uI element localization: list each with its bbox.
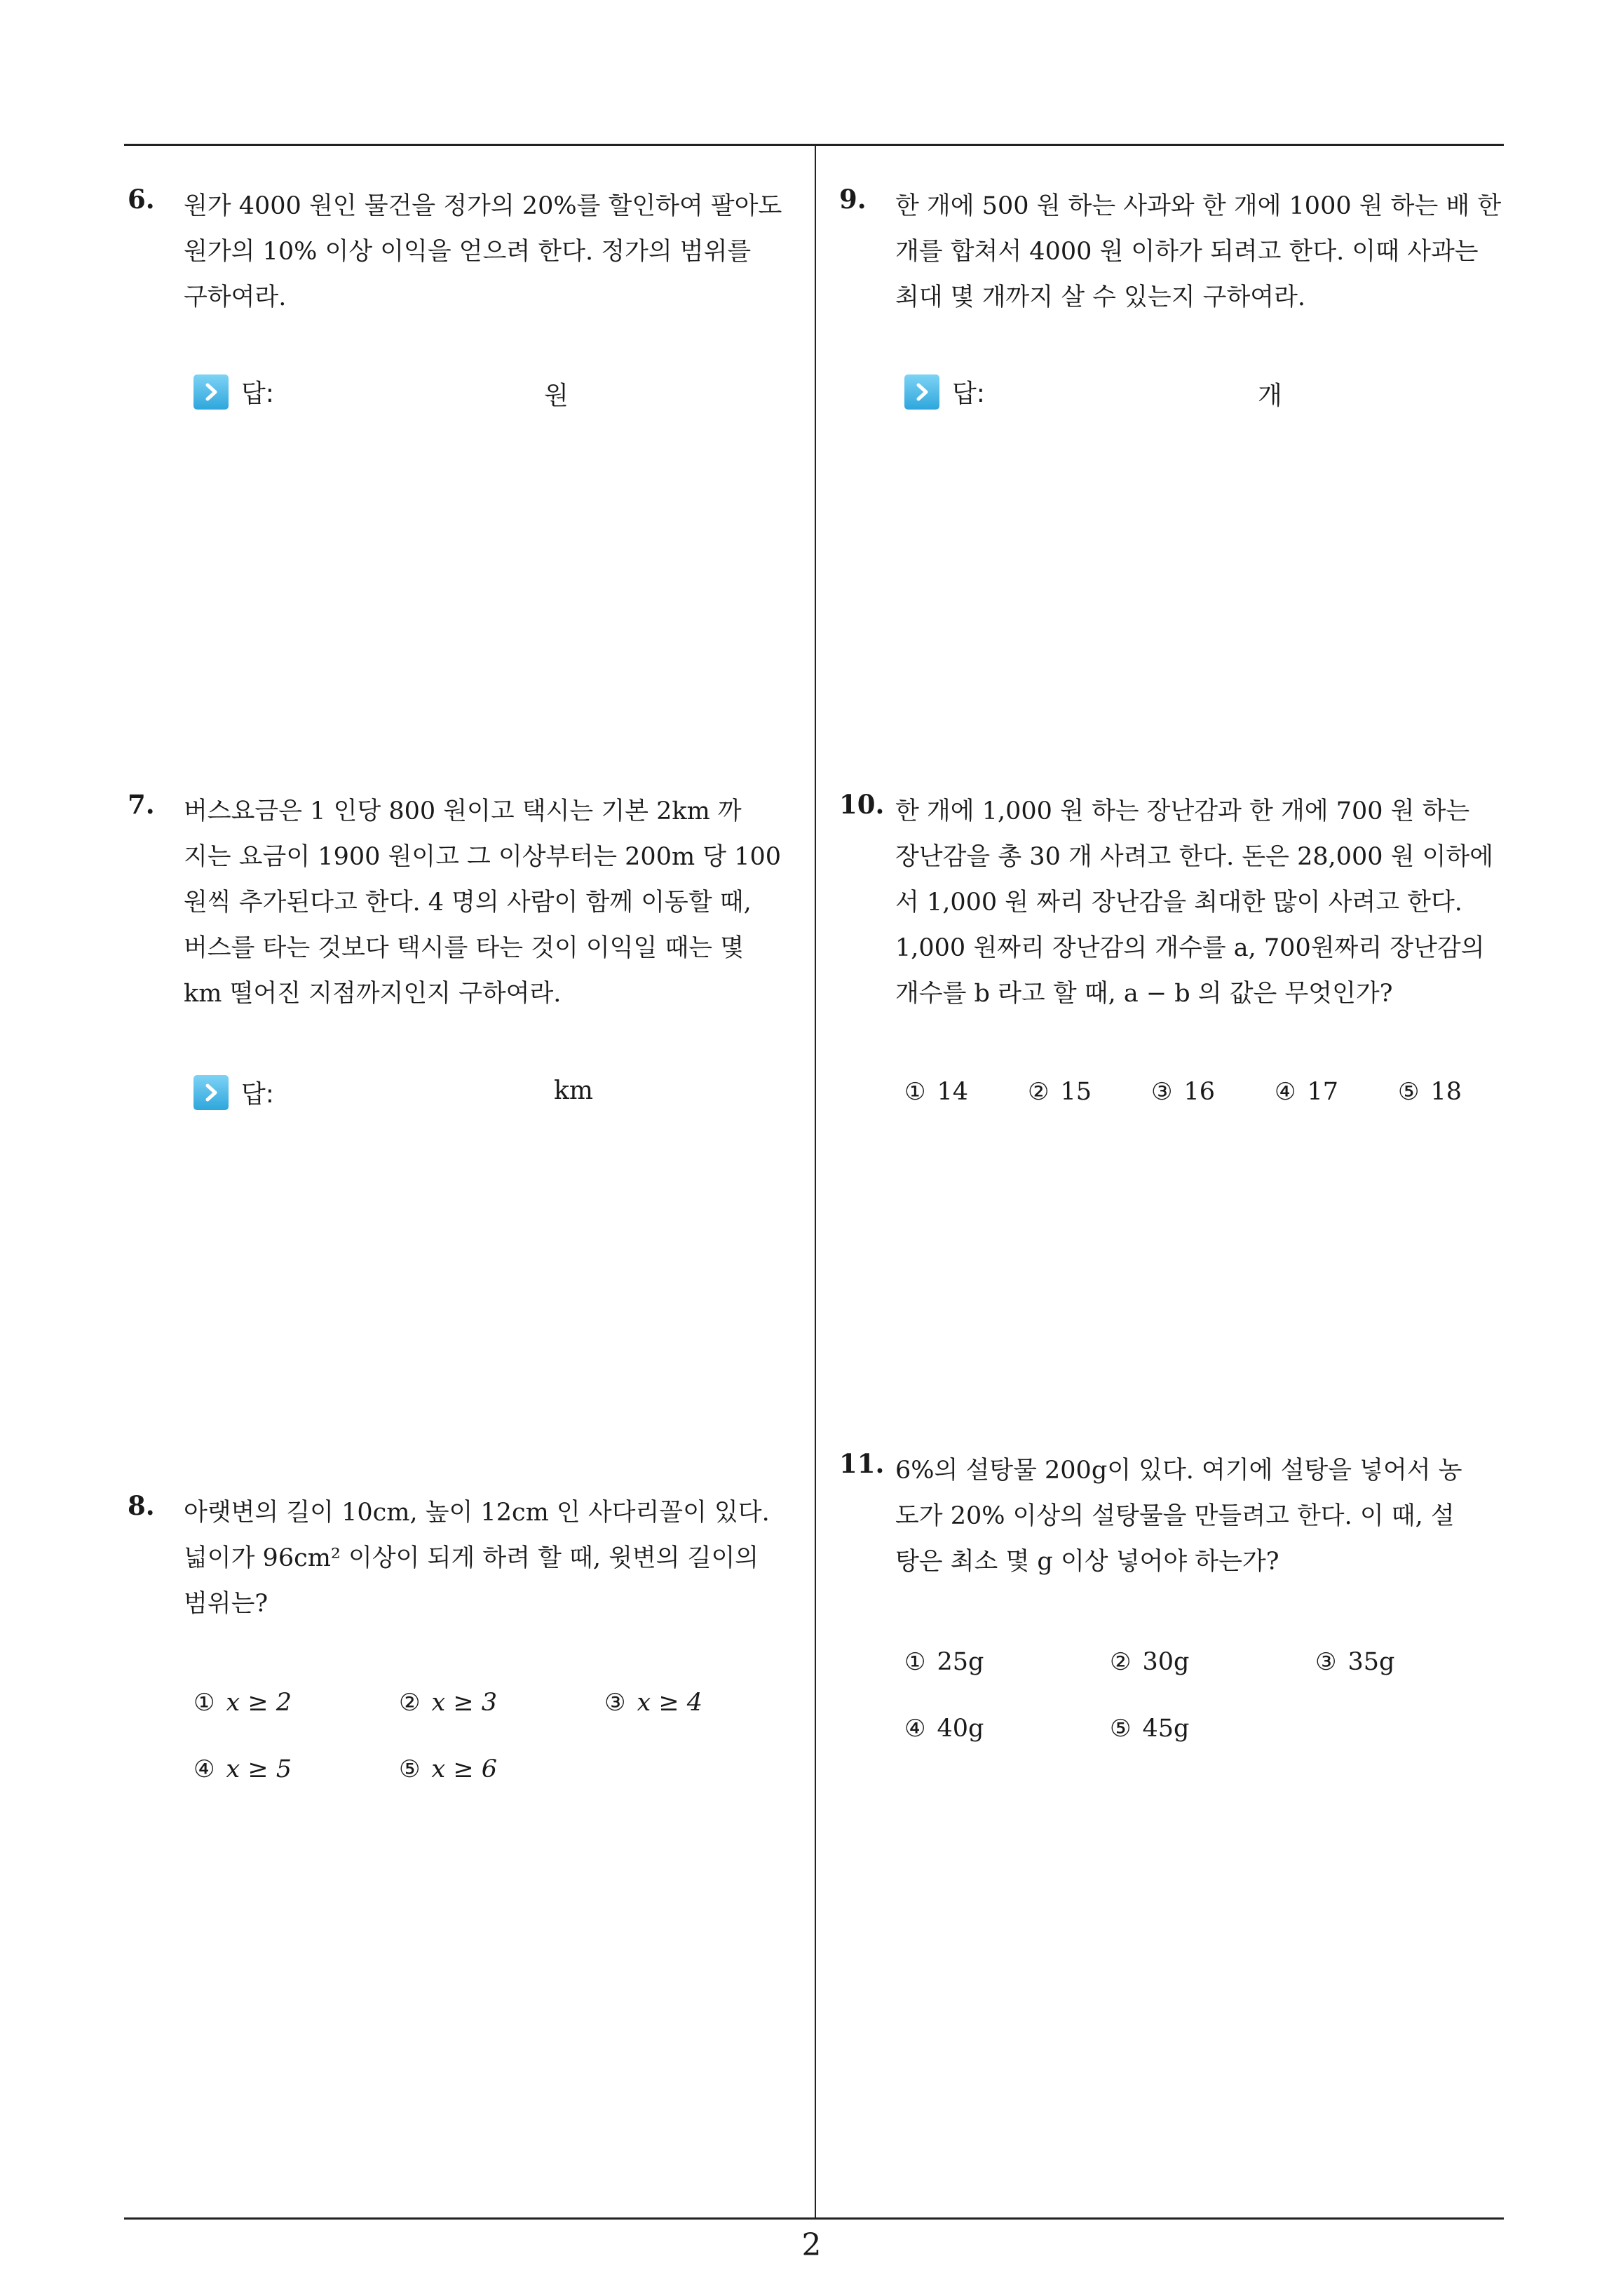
choice-text: 45g	[1142, 1715, 1190, 1743]
text-line: 한 개에 1,000 원 하는 장난감과 한 개에 700 원 하는	[895, 797, 1470, 825]
text-line: 구하여라.	[184, 283, 287, 311]
problem-text	[184, 184, 827, 320]
choice-text: x ≥ 3	[431, 1689, 498, 1717]
problem-text	[895, 184, 1539, 320]
problem-text	[184, 789, 827, 1017]
choice-mark: ①	[193, 1689, 215, 1717]
choice-1[interactable]	[904, 1648, 984, 1676]
choice-text: 30g	[1142, 1648, 1190, 1676]
text-line: 서 1,000 원 짜리 장난감을 최대한 많이 사려고 한다.	[895, 889, 1462, 917]
answer-field[interactable]	[193, 374, 274, 410]
choice-2[interactable]	[399, 1689, 497, 1717]
choice-3[interactable]	[604, 1689, 702, 1717]
text-line: 원씩 추가된다고 한다. 4 명의 사람이 함께 이동할 때,	[184, 889, 752, 917]
text-line: 1,000 원짜리 장난감의 개수를 a, 700원짜리 장난감의	[895, 934, 1485, 962]
column-divider	[815, 144, 816, 2219]
problem-text	[184, 1490, 827, 1627]
answer-field[interactable]	[904, 374, 985, 410]
choice-5[interactable]	[399, 1755, 497, 1783]
problem-number: 7.	[128, 789, 155, 820]
problem-number: 6.	[128, 184, 155, 215]
text-line: 개수를 b 라고 할 때, a − b 의 값은 무엇인가?	[895, 980, 1393, 1008]
choice-text: 18	[1430, 1078, 1462, 1106]
text-line: 버스요금은 1 인당 800 원이고 택시는 기본 2km 까	[184, 797, 742, 825]
text-line: 아랫변의 길이 10cm, 높이 12cm 인 사다리꼴이 있다.	[184, 1499, 770, 1527]
problem-number: 10.	[839, 789, 885, 820]
problem-number: 11.	[839, 1448, 885, 1479]
top-rule	[124, 144, 1504, 146]
choice-mark: ⑤	[399, 1755, 421, 1783]
choice-mark: ③	[1315, 1648, 1337, 1676]
text-line: 지는 요금이 1900 원이고 그 이상부터는 200m 당 100	[184, 843, 782, 871]
text-line: 버스를 타는 것보다 택시를 타는 것이 이익일 때는 몇	[184, 934, 745, 962]
choice-5[interactable]	[1110, 1715, 1189, 1743]
text-line: 넓이가 96cm² 이상이 되게 하려 할 때, 윗변의 길이의	[184, 1544, 759, 1572]
text-line: 원가의 10% 이상 이익을 얻으려 한다. 정가의 범위를	[184, 238, 752, 266]
text-line: 한 개에 500 원 하는 사과와 한 개에 1000 원 하는 배 한	[895, 192, 1502, 220]
choice-text: 16	[1183, 1078, 1216, 1106]
chevron-right-icon	[904, 374, 939, 410]
answer-unit: 개	[1258, 381, 1282, 410]
answer-label: 답:	[241, 379, 274, 408]
choice-text: x ≥ 6	[431, 1755, 498, 1783]
choice-5[interactable]	[1398, 1078, 1462, 1106]
text-line: 장난감을 총 30 개 사려고 한다. 돈은 28,000 원 이하에	[895, 843, 1494, 871]
text-line: km 떨어진 지점까지인지 구하여라.	[184, 980, 562, 1008]
text-line: 도가 20% 이상의 설탕물을 만들려고 한다. 이 때, 설	[895, 1502, 1455, 1530]
choice-mark: ③	[604, 1689, 626, 1717]
choice-text: 15	[1060, 1078, 1092, 1106]
choice-4[interactable]	[1275, 1078, 1338, 1106]
choice-mark: ③	[1151, 1078, 1173, 1106]
choice-mark: ②	[1028, 1078, 1050, 1106]
choice-4[interactable]	[904, 1715, 984, 1743]
answer-label: 답:	[241, 1080, 274, 1109]
bottom-rule	[124, 2217, 1504, 2220]
choice-text: 25g	[937, 1648, 984, 1676]
choice-mark: ⑤	[1110, 1715, 1132, 1743]
choice-mark: ④	[193, 1755, 215, 1783]
choice-mark: ①	[904, 1648, 926, 1676]
choice-text: 17	[1307, 1078, 1339, 1106]
choice-text: 35g	[1347, 1648, 1395, 1676]
choice-2[interactable]	[1028, 1078, 1092, 1106]
choice-4[interactable]	[193, 1755, 292, 1783]
text-line: 탕은 최소 몇 g 이상 넣어야 하는가?	[895, 1548, 1279, 1576]
choice-mark: ⑤	[1398, 1078, 1420, 1106]
choice-mark: ①	[904, 1078, 926, 1106]
text-line: 개를 합쳐서 4000 원 이하가 되려고 한다. 이때 사과는	[895, 238, 1479, 266]
choice-2[interactable]	[1110, 1648, 1189, 1676]
answer-field[interactable]	[193, 1074, 274, 1110]
text-line: 범위는?	[184, 1590, 269, 1618]
choice-text: 40g	[937, 1715, 984, 1743]
choice-text: x ≥ 2	[226, 1689, 292, 1717]
choice-1[interactable]	[193, 1689, 292, 1717]
text-line: 6%의 설탕물 200g이 있다. 여기에 설탕을 넣어서 농	[895, 1457, 1462, 1485]
choice-text: x ≥ 4	[637, 1689, 703, 1717]
choice-3[interactable]	[1151, 1078, 1215, 1106]
chevron-right-icon	[193, 1075, 229, 1110]
choice-mark: ②	[1110, 1648, 1132, 1676]
page-number: 2	[801, 2227, 822, 2263]
choice-text: x ≥ 5	[226, 1755, 292, 1783]
answer-unit: km	[554, 1076, 593, 1105]
answer-unit: 원	[544, 381, 569, 410]
text-line: 최대 몇 개까지 살 수 있는지 구하여라.	[895, 283, 1306, 311]
text-line: 원가 4000 원인 물건을 정가의 20%를 할인하여 팔아도	[184, 192, 782, 220]
problem-text	[895, 789, 1539, 1017]
choice-3[interactable]	[1315, 1648, 1394, 1676]
problem-number: 9.	[839, 184, 867, 215]
choice-text: 14	[937, 1078, 969, 1106]
choice-mark: ②	[399, 1689, 421, 1717]
answer-label: 답:	[952, 379, 985, 408]
choice-mark: ④	[1275, 1078, 1296, 1106]
problem-text	[895, 1448, 1539, 1585]
choice-1[interactable]	[904, 1078, 968, 1106]
chevron-right-icon	[193, 374, 229, 410]
choice-mark: ④	[904, 1715, 926, 1743]
problem-number: 8.	[128, 1490, 155, 1521]
